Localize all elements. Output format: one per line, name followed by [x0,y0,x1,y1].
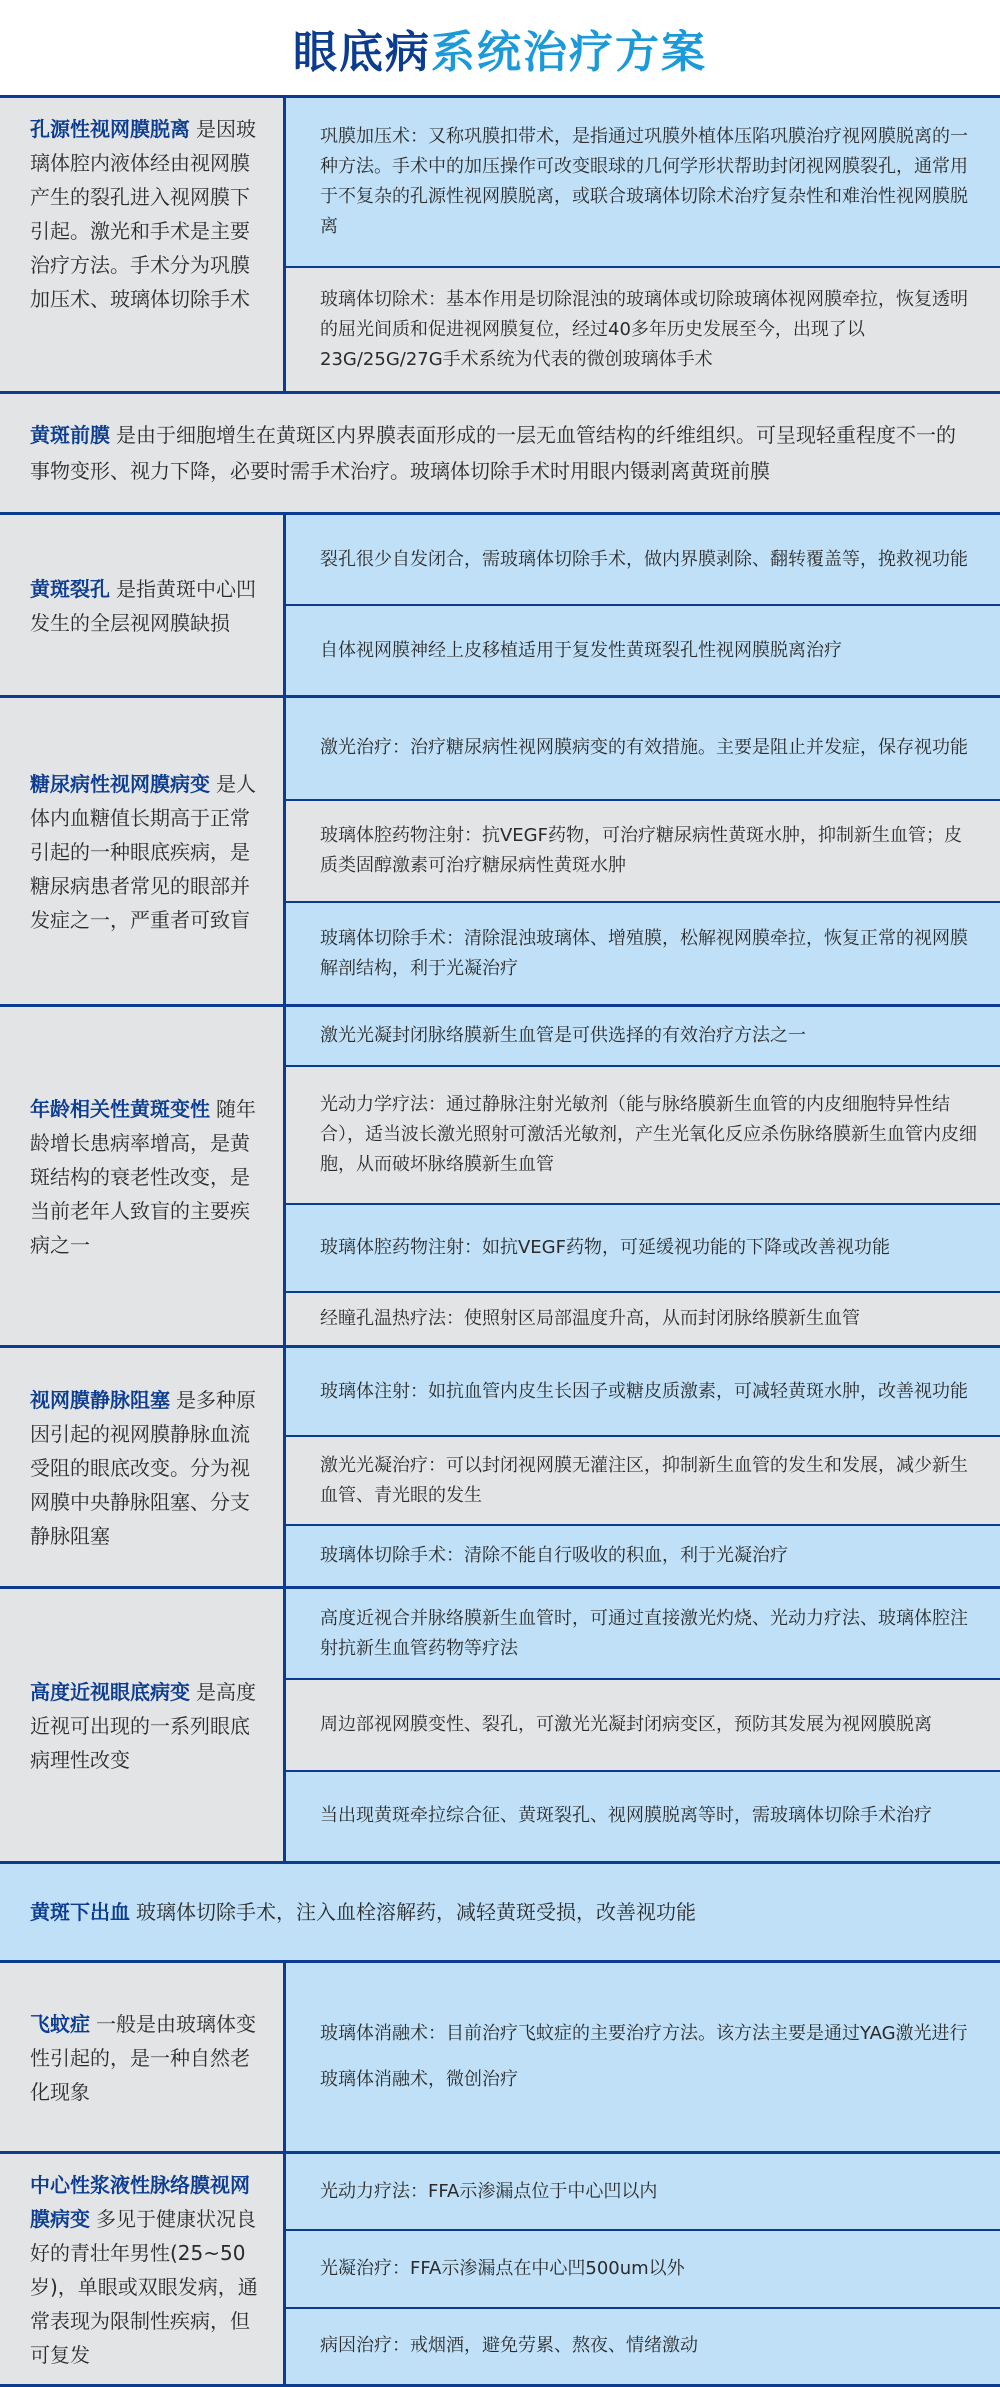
treatment-list [286,515,1000,695]
disease-name: 黄斑前膜 [30,423,110,447]
treatment-item: 玻璃体消融术：目前治疗飞蚊症的主要治疗方法。该方法主要是通过YAG激光进行玻璃体消融术，微创治疗 [286,1963,1000,2151]
disease-name: 飞蚊症 [30,2012,90,2036]
treatment-item: 周边部视网膜变性、裂孔，可激光光凝封闭病变区，预防其发展为视网膜脱离 [286,1680,1000,1771]
disease-name: 黄斑下出血 [30,1900,130,1924]
disease-description: 随年龄增长患病率增高，是黄斑结构的衰老性改变，是当前老年人致盲的主要疾病之一 [30,1097,256,1257]
treatment-list [286,98,1000,391]
disease-description: 是人体内血糖值长期高于正常引起的一种眼底疾病，是糖尿病患者常见的眼部并发症之一，严重者可致盲 [30,772,256,932]
treatment-item: 经瞳孔温热疗法：使照射区局部温度升高，从而封闭脉络膜新生血管 [286,1293,1000,1345]
disease-cell [0,1348,286,1586]
disease-cell [0,1589,286,1861]
disease-row-full [0,394,1000,512]
treatment-item: 高度近视合并脉络膜新生血管时，可通过直接激光灼烧、光动力疗法、玻璃体腔注射抗新生血管药物等疗法 [286,1589,1000,1680]
section-central-serous-chorioretinopathy [0,2154,1000,2384]
treatment-item: 光动力疗法：FFA示渗漏点位于中心凹以内 [286,2154,1000,2231]
treatment-list [286,1589,1000,1861]
treatment-item: 玻璃体腔药物注射：如抗VEGF药物，可延缓视功能的下降或改善视功能 [286,1205,1000,1293]
disease-name: 黄斑裂孔 [30,577,110,601]
treatment-item: 激光治疗：治疗糖尿病性视网膜病变的有效措施。主要是阻止并发症，保存视功能 [286,698,1000,801]
treatment-table [0,95,1000,2387]
disease-cell [0,1007,286,1345]
treatment-item: 玻璃体切除术：基本作用是切除混浊的玻璃体或切除玻璃体视网膜牵拉，恢复透明的屈光间质和促进视网膜复位，经过40多年历史发展至今，出现了以23G/25G/27G手术系统为代表的微创玻璃体手术 [286,268,1000,391]
treatment-item: 玻璃体切除手术：清除不能自行吸收的积血，利于光凝治疗 [286,1526,1000,1586]
treatment-list [286,698,1000,1004]
disease-description: 一般是由玻璃体变性引起的，是一种自然老化现象 [30,2012,256,2104]
disease-description: 是由于细胞增生在黄斑区内界膜表面形成的一层无血管结构的纤维组织。可呈现轻重程度不一的事物变形、视力下降，必要时需手术治疗。玻璃体切除手术时用眼内镊剥离黄斑前膜 [30,423,956,483]
disease-name: 孔源性视网膜脱离 [30,117,190,141]
section-macular-hole [0,515,1000,698]
section-high-myopia-fundus-lesions [0,1589,1000,1864]
section-epiretinal-membrane [0,394,1000,515]
treatment-item: 当出现黄斑牵拉综合征、黄斑裂孔、视网膜脱离等时，需玻璃体切除手术治疗 [286,1772,1000,1861]
disease-description: 玻璃体切除手术，注入血栓溶解药，减轻黄斑受损，改善视功能 [136,1900,696,1924]
disease-name: 视网膜静脉阻塞 [30,1388,170,1412]
disease-cell [0,1963,286,2151]
treatment-item: 光凝治疗：FFA示渗漏点在中心凹500um以外 [286,2231,1000,2308]
disease-name: 糖尿病性视网膜病变 [30,772,210,796]
treatment-list [286,1007,1000,1345]
section-age-related-macular-degeneration [0,1007,1000,1348]
treatment-item: 玻璃体切除手术：清除混浊玻璃体、增殖膜，松解视网膜牵拉，恢复正常的视网膜解剖结构，利于光凝治疗 [286,903,1000,1004]
treatment-item: 自体视网膜神经上皮移植适用于复发性黄斑裂孔性视网膜脱离治疗 [286,606,1000,695]
disease-name: 中心性浆液性脉络膜视网膜病变 [30,2173,250,2231]
section-submacular-hemorrhage [0,1864,1000,1963]
treatment-item: 玻璃体腔药物注射：抗VEGF药物，可治疗糖尿病性黄斑水肿，抑制新生血管；皮质类固醇激素可治疗糖尿病性黄斑水肿 [286,801,1000,904]
disease-description: 是因玻璃体腔内液体经由视网膜产生的裂孔进入视网膜下引起。激光和手术是主要治疗方法。手术分为巩膜加压术、玻璃体切除手术 [30,117,256,311]
treatment-item: 病因治疗：戒烟酒，避免劳累、熬夜、情绪激动 [286,2309,1000,2384]
page-title-part2: 系统治疗方案 [431,26,707,78]
section-floaters [0,1963,1000,2154]
disease-cell [0,515,286,695]
treatment-item: 激光光凝封闭脉络膜新生血管是可供选择的有效治疗方法之一 [286,1007,1000,1067]
treatment-item: 激光光凝治疗：可以封闭视网膜无灌注区，抑制新生血管的发生和发展，减少新生血管、青光眼的发生 [286,1437,1000,1526]
header [0,0,1000,95]
disease-cell [0,698,286,1004]
disease-row-full [0,1864,1000,1960]
disease-cell [0,98,286,391]
disease-description: 是多种原因引起的视网膜静脉血流受阻的眼底改变。分为视网膜中央静脉阻塞、分支静脉阻塞 [30,1388,256,1548]
section-retinal-vein-occlusion [0,1348,1000,1589]
treatment-item: 巩膜加压术：又称巩膜扣带术，是指通过巩膜外植体压陷巩膜治疗视网膜脱离的一种方法。手术中的加压操作可改变眼球的几何学形状帮助封闭视网膜裂孔，通常用于不复杂的孔源性视网膜脱离，或联合玻璃体切除术治疗复杂性和难治性视网膜脱离 [286,98,1000,268]
page-title-part1: 眼底病 [293,26,431,78]
treatment-list [286,1348,1000,1586]
treatment-item: 光动力学疗法：通过静脉注射光敏剂（能与脉络膜新生血管的内皮细胞特异性结合），适当波长激光照射可激活光敏剂，产生光氧化反应杀伤脉络膜新生血管内皮细胞，从而破坏脉络膜新生血管 [286,1067,1000,1205]
disease-description: 是高度近视可出现的一系列眼底病理性改变 [30,1680,256,1772]
disease-name: 高度近视眼底病变 [30,1680,190,1704]
treatment-item: 裂孔很少自发闭合，需玻璃体切除手术，做内界膜剥除、翻转覆盖等，挽救视功能 [286,515,1000,606]
page-title [293,16,707,80]
treatment-list [286,1963,1000,2151]
section-diabetic-retinopathy [0,698,1000,1007]
treatment-item: 玻璃体注射：如抗血管内皮生长因子或糖皮质激素，可减轻黄斑水肿，改善视功能 [286,1348,1000,1437]
disease-name: 年龄相关性黄斑变性 [30,1097,210,1121]
disease-description: 是指黄斑中心凹发生的全层视网膜缺损 [30,577,256,635]
section-rhegmatogenous-retinal-detachment [0,98,1000,394]
disease-description: 多见于健康状况良好的青壮年男性(25~50岁)，单眼或双眼发病，通常表现为限制性疾病，但可复发 [30,2207,258,2367]
treatment-list [286,2154,1000,2384]
disease-cell [0,2154,286,2384]
